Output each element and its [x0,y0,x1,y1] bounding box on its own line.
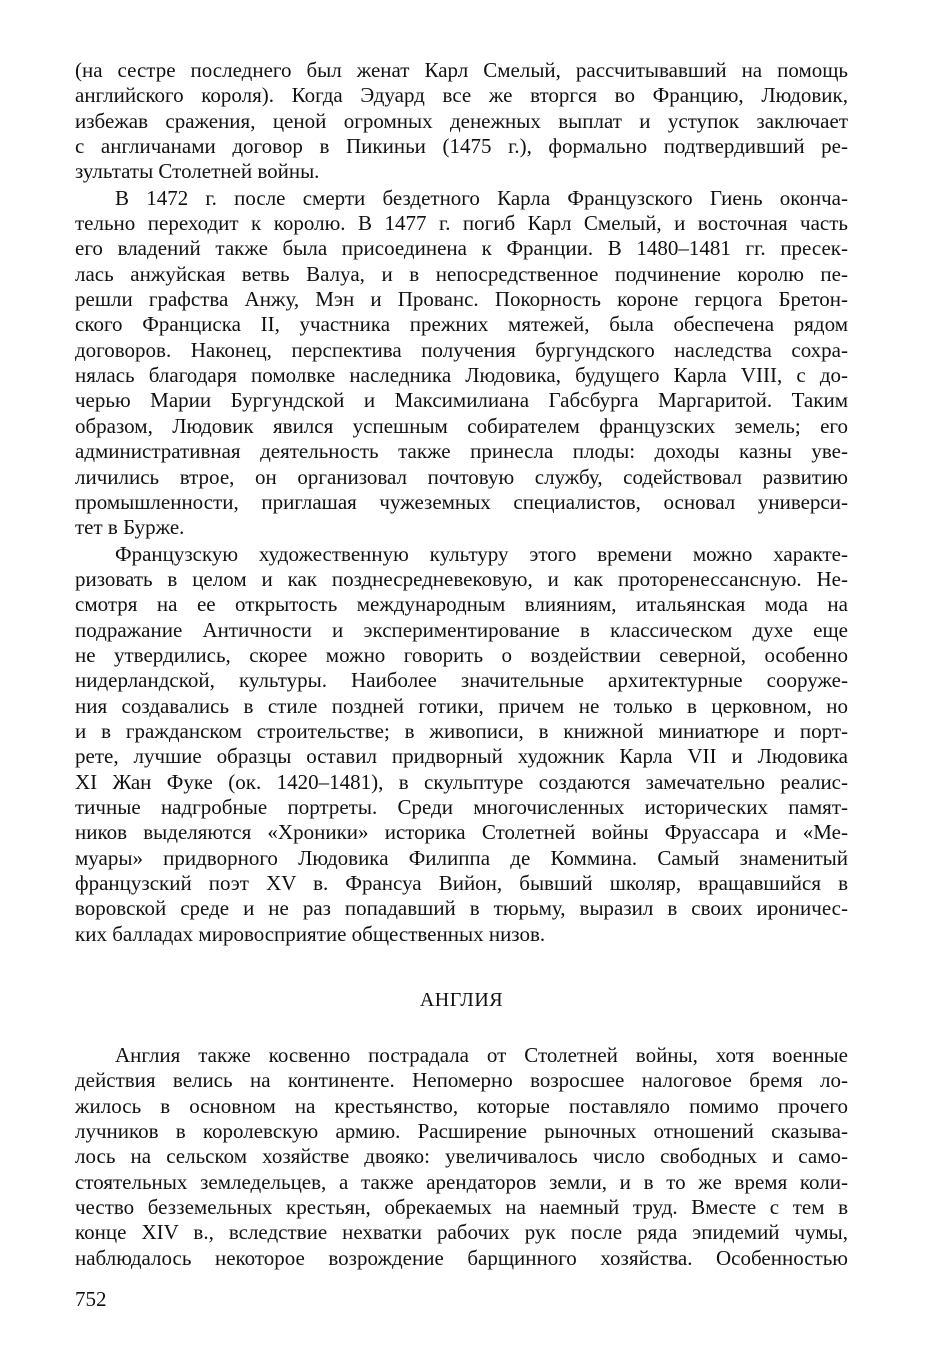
text-line: муары» придворного Людовика Филиппа де Коммина. Самый знаменитый [75,845,848,870]
text-line: административная деятельность также принесла плоды: доходы казны уве- [75,439,848,464]
text-line: ния создавались в стиле поздней готики, причем не только в церковном, но [75,693,848,718]
section-heading: АНГЛИЯ [419,989,504,1012]
text-line: образом, Людовик явился успешным собирателем французских земель; его [75,413,848,438]
text-line: жилось в основном на крестьянство, которые поставляло помимо прочего [75,1093,848,1118]
text-line: тичные надгробные портреты. Среди многочисленных исторических памят- [75,794,848,819]
text-line: чество безземельных крестьян, обрекаемых на наемный труд. Вместе с тем в [75,1195,848,1220]
text-line: рете, лучшие образцы оставил придворный художник Карла VII и Людовика [75,744,848,769]
text-line: смотря на ее открытость международным влияниям, итальянская мода на [75,592,848,617]
text-line: стоятельных земледельцев, а также арендаторов земли, и в то же время коли- [75,1169,848,1194]
text-line: Французскую художественную культуру этого времени можно характе- [115,541,848,566]
text-line: (на сестре последнего был женат Карл Смелый, рассчитывавший на помощь [75,58,848,82]
text-line: тельно переходит к королю. В 1477 г. погиб Карл Смелый, и восточная часть [75,211,848,236]
paragraph-3 [75,542,848,948]
text-line: французский поэт XV в. Франсуа Вийон, бывший школяр, вращавшийся в [75,871,848,895]
text-line: В 1472 г. после смерти бездетного Карла Французского Гиень оконча- [115,185,848,210]
text-line: промышленности, приглашая чужеземных специалистов, основал универси- [75,489,848,514]
text-line: действия велись на континенте. Непомерно возросшее налоговое бремя ло- [75,1068,848,1093]
text-line: лось на сельском хозяйстве двояко: увеличивалось число свободных и само- [75,1144,848,1169]
text-line: ников выделяются «Хроники» историка Столетней войны Фруассара и «Ме- [75,820,848,845]
page-body [75,58,848,1271]
text-line: не утвердились, скорее можно говорить о воздействии северной, особенно [75,642,848,667]
text-line: ского Франциска II, участника прежних мятежей, была обеспечена рядом [75,312,848,337]
text-line: ких балладах мировосприятие общественных низов. [75,921,546,946]
text-line: договоров. Наконец, перспектива получения бургундского наследства сохра- [75,337,848,362]
text-line: Англия также косвенно пострадала от Столетней войны, хотя военные [115,1043,848,1068]
text-line: подражание Античности и экспериментирование в классическом духе еще [75,617,848,642]
text-line: конце XIV в., вследствие нехватки рабочих рук после ряда эпидемий чумы, [75,1220,848,1245]
text-line: избежав сражения, ценой огромных денежных выплат и уступок заключает [75,108,848,133]
text-line: и в гражданском строительстве; в живописи, в книжной миниатюре и порт- [75,718,848,743]
text-line: с англичанами договор в Пикиньи (1475 г.), формально подтвердивший ре- [75,134,848,159]
text-line: личились втрое, он организовал почтовую службу, содействовал развитию [75,464,848,489]
paragraph-2 [75,186,848,541]
text-line: английского короля). Когда Эдуард все же вторгся во Францию, Людовик, [75,83,848,108]
page-number: 752 [75,1287,107,1311]
paragraph-1 [75,58,848,185]
text-line: зультаты Столетней войны. [75,159,320,184]
text-line: лучников в королевскую армию. Расширение рыночных отношений сказыва- [75,1119,848,1144]
text-line: черью Марии Бургундской и Максимилиана Габсбурга Маргаритой. Таким [75,388,848,413]
paragraph-4 [75,1043,848,1271]
text-line: нидерландской, культуры. Наиболее значительные архитектурные сооруже- [75,668,848,693]
text-line: его владений также была присоединена к Франции. В 1480–1481 гг. пресек- [75,236,848,261]
text-line: решли графства Анжу, Мэн и Прованс. Покорность короне герцога Бретон- [75,287,848,312]
text-line: XI Жан Фуке (ок. 1420–1481), в скульптуре создаются замечательно реалис- [75,769,848,794]
text-line: наблюдалось некоторое возрождение барщинного хозяйства. Особенностью [75,1245,848,1270]
text-line: тет в Бурже. [75,515,185,540]
text-line: лась анжуйская ветвь Валуа, и в непосредственное подчинение королю пе- [75,261,848,286]
text-line: ризовать в целом и как позднесредневековую, и как проторенессансную. Не- [75,566,848,591]
text-line: нялась благодаря помолвке наследника Людовика, будущего Карла VIII, с до- [75,363,848,388]
text-line: воровской среде и не раз попадавший в тюрьму, выразил в своих ироничес- [75,896,848,921]
